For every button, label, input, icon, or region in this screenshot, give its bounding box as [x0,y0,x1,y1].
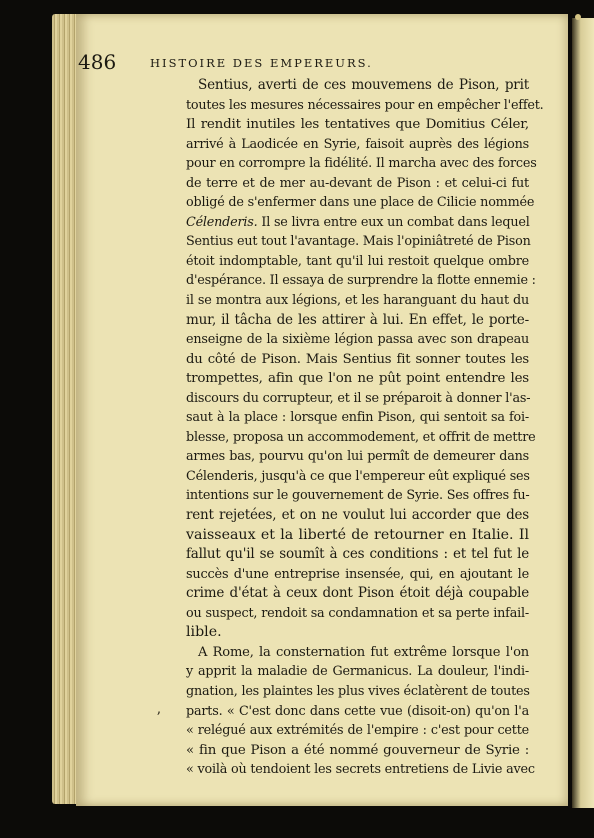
text-line: du côté de Pison. Mais Sentius fit sonner toutes les [186,351,529,367]
text-line: toutes les mesures nécessaires pour en empêcher l'effet. [186,97,544,113]
text-line: intentions sur le gouvernement de Syrie. Ses offres fu- [186,488,530,504]
page-number: 486 [78,50,117,74]
text-line: enseigne de la sixième légion passa avec son drapeau [186,332,529,348]
text-line: Célenderis. Il se livra entre eux un combat dans lequel [186,214,530,230]
page-stack-edge [52,14,78,804]
text-line: lible. [186,624,222,641]
text-line: fallut qu'il se soumît à ces conditions : et tel fut le [186,546,529,563]
text-line: Célenderis, jusqu'à ce que l'empereur eût expliqué ses [186,468,530,484]
text-line: d'espérance. Il essaya de surprendre la flotte ennemie : [186,273,536,289]
text-line: « fin que Pison a été nommé gouverneur de Syrie : [186,742,529,758]
text-line: succès d'une entreprise insensée, qui, en ajoutant le [186,566,529,582]
body-text [186,76,544,780]
text-line: saut à la place : lorsque enfin Pison, qui sentoit sa foi- [186,410,529,426]
text-line: Il rendit inutiles les tentatives que Domitius Céler, [186,117,529,133]
text-line: de terre et de mer au-devant de Pison : et celui-ci fut [186,175,529,191]
text-line: « voilà où tendoient les secrets entretiens de Livie avec [186,762,535,778]
text-line: obligé de s'enfermer dans une place de Cilicie nommée [186,195,535,211]
text-line: discours du corrupteur, et il se préparoit à donner l'as- [186,390,531,406]
text-line: mur, il tâcha de les attirer à lui. En effet, le porte- [186,311,529,328]
text-line: vaisseaux et la liberté de retourner en Italie. Il [186,526,529,543]
facing-page-edge [572,18,594,808]
text-line: blesse, proposa un accommodement, et offrit de mettre [186,429,536,445]
corner-mark [575,14,581,20]
text-line: armes bas, pourvu qu'on lui permît de demeurer dans [186,449,529,465]
text-line: ou suspect, rendoit sa condamnation et sa perte infail- [186,605,529,621]
text-line: Sentius eut tout l'avantage. Mais l'opiniâtreté de Pison [186,234,531,250]
text-line: arrivé à Laodicée en Syrie, faisoit auprès des légions [186,136,529,152]
text-line: gnation, les plaintes les plus vives éclatèrent de toutes [186,683,530,699]
margin-mark: ʼ [156,710,161,726]
text-line: Sentius, averti de ces mouvemens de Pison, prit [198,77,529,93]
text-line: trompettes, afin que l'on ne pût point entendre les [186,371,529,387]
text-line: parts. « C'est donc dans cette vue (disoit-on) qu'on l'a [186,703,529,719]
text-line: A Rome, la consternation fut extrême lorsque l'on [198,644,529,660]
text-line: étoit indomptable, tant qu'il lui restoit quelque ombre [186,253,529,269]
text-line: pour en corrompre la fidélité. Il marcha avec des forces [186,156,537,172]
text-line: y apprit la maladie de Germanicus. La douleur, l'indi- [186,664,529,680]
running-title: HISTOIRE DES EMPEREURS. [150,56,373,70]
text-line: il se montra aux légions, et les haranguant du haut du [186,293,529,309]
text-line: crime d'état à ceux dont Pison étoit déjà coupable [186,585,529,602]
text-line: « relégué aux extrémités de l'empire : c'est pour cette [186,723,529,739]
text-line: rent rejetées, et on ne voulut lui accorder que des [186,507,529,524]
